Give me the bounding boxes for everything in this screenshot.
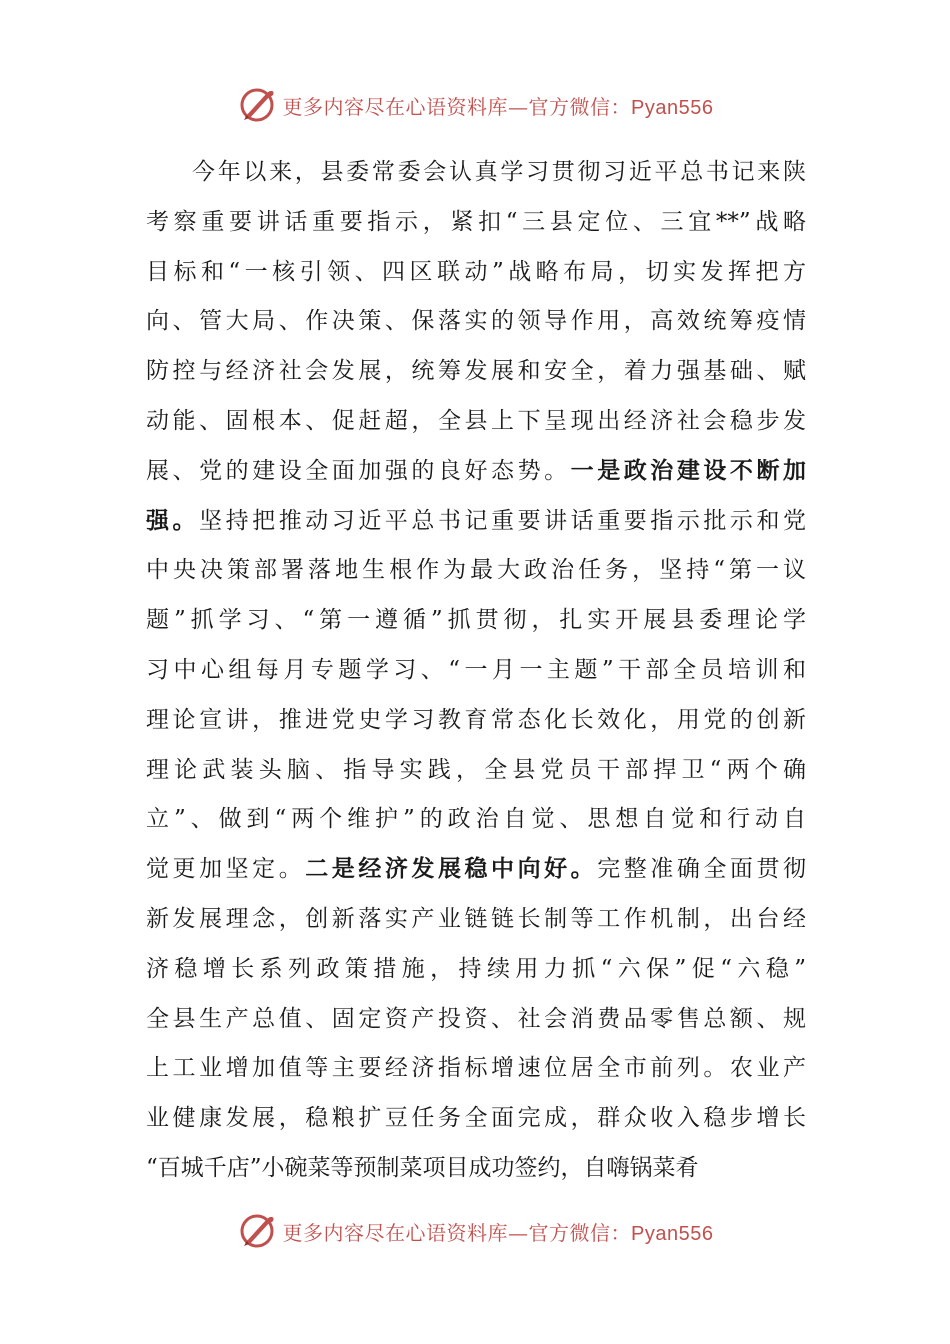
watermark-banner-top xyxy=(0,82,950,128)
text-line xyxy=(146,696,806,746)
text-line xyxy=(146,248,806,298)
watermark-text xyxy=(283,1217,714,1246)
text-segment: 完整准确全面贯彻 xyxy=(597,856,807,883)
text-segment: 全县生产总值、固定资产投资、社会消费品零售总额、规 xyxy=(146,1005,806,1032)
watermark-prefix: 更多内容尽在心语资料库 xyxy=(282,1220,509,1245)
text-line xyxy=(146,148,806,198)
bold-heading-segment: 二是经济发展稳中向好。 xyxy=(305,856,598,883)
text-line xyxy=(146,596,806,646)
text-line xyxy=(146,945,806,995)
watermark-dash: — xyxy=(508,94,529,119)
text-line xyxy=(146,995,806,1045)
text-line xyxy=(146,845,806,895)
text-line xyxy=(146,397,806,447)
watermark-banner-bottom xyxy=(0,1208,950,1254)
watermark-text xyxy=(283,91,714,120)
text-segment: 今年以来，县委常委会认真学习贯彻习近平总书记来陕 xyxy=(192,159,806,185)
watermark-official: 官方微信： xyxy=(528,1220,632,1245)
watermark-dash: — xyxy=(508,1220,529,1245)
text-line xyxy=(146,795,806,845)
text-segment: 动能、固根本、促赶超，全县上下呈现出经济社会稳步发 xyxy=(146,407,806,434)
text-segment: 展、党的建设全面加强的良好态势。 xyxy=(146,457,571,484)
text-segment: 习中心组每月专题学习、“一月一主题”干部全员培训和 xyxy=(146,656,806,683)
bold-heading-segment: 一是政治建设不断加 xyxy=(570,457,807,484)
text-segment: 觉更加坚定。 xyxy=(146,856,306,883)
text-segment: “百城千店”小碗菜等预制菜项目成功签约，自嗨锅菜肴 xyxy=(146,1154,699,1181)
text-segment: 防控与经济社会发展，统筹发展和安全，着力强基础、赋 xyxy=(146,358,806,385)
text-line xyxy=(146,447,806,497)
text-segment: 考察重要讲话重要指示，紧扣“三县定位、三宜**”战略 xyxy=(146,208,806,235)
text-segment: 中央决策部署落地生根作为最大政治任务，坚持“第一议 xyxy=(146,557,806,584)
quill-logo-icon xyxy=(237,85,277,125)
text-segment: 新发展理念，创新落实产业链链长制等工作机制，出台经 xyxy=(146,905,806,932)
body-paragraph xyxy=(146,148,806,1194)
text-segment: 题”抓学习、“第一遵循”抓贯彻，扎实开展县委理论学 xyxy=(146,607,806,634)
watermark-prefix: 更多内容尽在心语资料库 xyxy=(282,94,509,119)
watermark-official: 官方微信： xyxy=(528,94,632,119)
text-segment: 立”、做到“两个维护”的政治自觉、思想自觉和行动自 xyxy=(146,806,806,833)
text-segment: 理论宣讲，推进党史学习教育常态化长效化，用党的创新 xyxy=(146,706,806,733)
text-segment: 业健康发展，稳粮扩豆任务全面完成，群众收入稳步增长 xyxy=(146,1105,806,1132)
watermark-id: Pyan556 xyxy=(631,96,714,119)
text-segment: 上工业增加值等主要经济指标增速位居全市前列。农业产 xyxy=(146,1055,806,1082)
text-line xyxy=(146,1044,806,1094)
text-line xyxy=(146,198,806,248)
text-segment: 济稳增长系列政策措施，持续用力抓“六保”促“六稳” xyxy=(146,955,806,982)
text-line xyxy=(146,347,806,397)
text-segment: 向、管大局、作决策、保落实的领导作用，高效统筹疫情 xyxy=(146,308,806,335)
text-segment: 理论武装头脑、指导实践，全县党员干部捍卫“两个确 xyxy=(146,756,806,783)
text-line xyxy=(146,1094,806,1144)
text-line xyxy=(146,297,806,347)
bold-heading-segment: 强。 xyxy=(146,507,200,534)
text-segment: 坚持把推动习近平总书记重要讲话重要指示批示和党 xyxy=(199,507,807,534)
watermark-id: Pyan556 xyxy=(631,1222,714,1245)
text-line xyxy=(146,646,806,696)
text-line xyxy=(146,895,806,945)
text-line xyxy=(146,546,806,596)
text-line xyxy=(146,1144,806,1194)
text-line xyxy=(146,746,806,796)
text-segment: 目标和“一核引领、四区联动”战略布局，切实发挥把方 xyxy=(146,258,806,285)
quill-logo-icon xyxy=(237,1211,277,1251)
text-line xyxy=(146,497,806,547)
